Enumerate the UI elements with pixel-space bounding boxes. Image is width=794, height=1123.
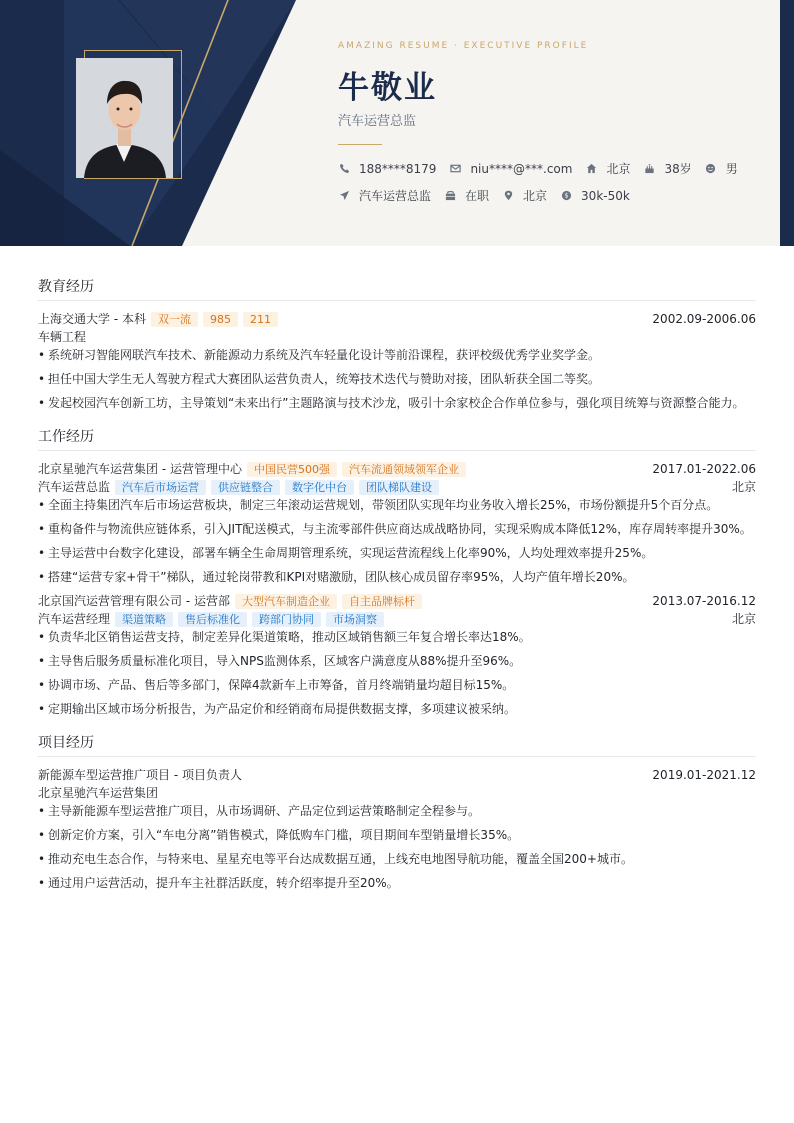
avatar — [76, 58, 173, 178]
list-item: • 推动充电生态合作，与特来电、星星充电等平台达成数据互通，上线充电地图导航功能，覆盖全国200+城市。 — [38, 850, 756, 868]
candidate-title: 汽车运营总监 — [338, 114, 417, 129]
gender-icon — [705, 163, 717, 175]
job-role-row — [38, 610, 756, 628]
info-phone — [338, 162, 436, 176]
job-bullets — [38, 628, 756, 718]
list-item: • 主导售后服务质量标准化项目，导入NPS监测体系，区域客户满意度从88%提升至96%。 — [38, 652, 756, 670]
list-item: • 重构备件与物流供应链体系，引入JIT配送模式，与主流零部件供应商达成战略协同，实现采购成本降低12%，库存周转率提升30%。 — [38, 520, 756, 538]
list-item: • 主导运营中台数字化建设，部署车辆全生命周期管理系统，实现运营流程线上化率90%，人均处理效率提升25%。 — [38, 544, 756, 562]
info-status — [444, 187, 489, 204]
home-text: 北京 — [606, 162, 631, 176]
job-role: 汽车运营经理 — [38, 612, 111, 626]
job-city: 北京 — [731, 480, 756, 494]
list-item: • 负责华北区销售运营支持，制定差异化渠道策略，推动区域销售额三年复合增长率达18%。 — [38, 628, 756, 646]
info-row-job-intent — [338, 187, 643, 204]
header-right-strip — [780, 0, 794, 246]
svg-text:$: $ — [564, 191, 569, 200]
job-role-row — [38, 478, 756, 496]
info-gender — [705, 160, 738, 177]
job-entry — [38, 592, 756, 718]
school-name: 上海交通大学 - 本科 — [38, 312, 146, 326]
list-item: • 创新定价方案，引入“车电分离”销售模式，降低购车门槛，项目期间车型销量增长35%。 — [38, 826, 756, 844]
education-date: 2002.09-2006.06 — [652, 312, 756, 326]
status-text: 在职 — [465, 189, 490, 203]
gender-text: 男 — [725, 162, 738, 176]
work-section — [38, 426, 756, 718]
job-company-row — [38, 460, 756, 478]
target-city-text: 北京 — [523, 189, 548, 203]
major-name: 车辆工程 — [38, 330, 87, 344]
job-date: 2017.01-2022.06 — [652, 462, 756, 476]
projects-heading: 项目经历 — [38, 732, 756, 757]
skill-tag: 团队梯队建设 — [359, 480, 439, 495]
company-tag: 汽车流通领域领军企业 — [342, 462, 466, 477]
projects-section — [38, 732, 756, 892]
job-city: 北京 — [731, 612, 756, 626]
project-name-row — [38, 766, 756, 784]
salary-icon — [560, 190, 572, 202]
info-email — [449, 162, 572, 176]
email-text: niu****@***.com — [470, 161, 573, 176]
job-role: 汽车运营总监 — [38, 480, 111, 494]
work-heading: 工作经历 — [38, 426, 756, 451]
salary-text: 30k-50k — [581, 188, 630, 203]
skill-tag: 售后标准化 — [178, 612, 247, 627]
education-heading: 教育经历 — [38, 276, 756, 301]
info-row-personal — [338, 160, 751, 177]
education-school-row — [38, 310, 756, 328]
list-item: • 协调市场、产品、售后等多部门，保障4款新车上市筹备，首月终端销量均超目标15%。 — [38, 676, 756, 694]
info-home — [585, 160, 630, 177]
info-age — [643, 160, 691, 177]
phone-text: 188****8179 — [359, 161, 437, 176]
location-pin-icon — [502, 190, 514, 202]
info-target-role — [338, 187, 431, 204]
skill-tag: 市场洞察 — [326, 612, 384, 627]
list-item: • 全面主持集团汽车后市场运营板块，制定三年滚动运营规划，带领团队实现年均业务收入增长25%，市场份额提升5个百分点。 — [38, 496, 756, 514]
list-item: • 主导新能源车型运营推广项目，从市场调研、产品定位到运营策略制定全程参与。 — [38, 802, 756, 820]
resume-header — [0, 0, 794, 246]
info-target-city — [502, 187, 547, 204]
company-tag: 自主品牌标杆 — [342, 594, 422, 609]
education-section — [38, 276, 756, 412]
school-tag: 211 — [243, 312, 278, 327]
skill-tag: 跨部门协同 — [252, 612, 321, 627]
company-name: 北京星驰汽车运营集团 - 运营管理中心 — [38, 462, 242, 476]
project-bullets — [38, 802, 756, 892]
info-salary — [560, 189, 630, 203]
phone-icon — [338, 163, 350, 175]
skill-tag: 供应链整合 — [211, 480, 280, 495]
job-entry — [38, 460, 756, 586]
list-item: • 通过用户运营活动，提升车主社群活跃度，转介绍率提升至20%。 — [38, 874, 756, 892]
send-icon — [338, 190, 350, 202]
target-role-text: 汽车运营总监 — [359, 189, 432, 203]
project-date: 2019.01-2021.12 — [652, 768, 756, 782]
list-item: • 定期输出区域市场分析报告，为产品定价和经销商布局提供数据支撑，多项建议被采纳。 — [38, 700, 756, 718]
skill-tag: 渠道策略 — [115, 612, 173, 627]
age-text: 38岁 — [664, 162, 692, 176]
list-item: • 系统研习智能网联汽车技术、新能源动力系统及汽车轻量化设计等前沿课程，获评校级优秀学业奖学金。 — [38, 346, 756, 364]
company-tag: 中国民营500强 — [247, 462, 337, 477]
project-org-row — [38, 784, 756, 802]
header-tagline: AMAZING RESUME · EXECUTIVE PROFILE — [338, 41, 589, 51]
list-item: • 发起校园汽车创新工坊，主导策划“未来出行”主题路演与技术沙龙，吸引十余家校企合作单位参与，强化项目统筹与资源整合能力。 — [38, 394, 756, 412]
resume-content — [38, 276, 756, 906]
job-company-row — [38, 592, 756, 610]
cake-icon — [643, 163, 655, 175]
list-item: • 搭建“运营专家+骨干”梯队，通过轮岗带教和KPI对赌激励，团队核心成员留存率95%，人均产值年增长20%。 — [38, 568, 756, 586]
list-item: • 担任中国大学生无人驾驶方程式大赛团队运营负责人，统筹技术迭代与赞助对接，团队斩获全国二等奖。 — [38, 370, 756, 388]
education-major-row — [38, 328, 756, 346]
company-name: 北京国汽运营管理有限公司 - 运营部 — [38, 594, 230, 608]
company-tag: 大型汽车制造企业 — [235, 594, 337, 609]
home-icon — [585, 163, 597, 175]
job-bullets — [38, 496, 756, 586]
status-icon — [444, 190, 456, 202]
education-bullets — [38, 346, 756, 412]
project-org: 北京星驰汽车运营集团 — [38, 786, 159, 800]
school-tag: 985 — [203, 312, 238, 327]
title-divider — [338, 144, 382, 145]
job-date: 2013.07-2016.12 — [652, 594, 756, 608]
skill-tag: 数字化中台 — [285, 480, 354, 495]
candidate-name: 牛敬业 — [338, 70, 437, 106]
school-tag: 双一流 — [151, 312, 198, 327]
project-name: 新能源车型运营推广项目 - 项目负责人 — [38, 768, 242, 782]
skill-tag: 汽车后市场运营 — [115, 480, 206, 495]
mail-icon — [449, 163, 461, 175]
